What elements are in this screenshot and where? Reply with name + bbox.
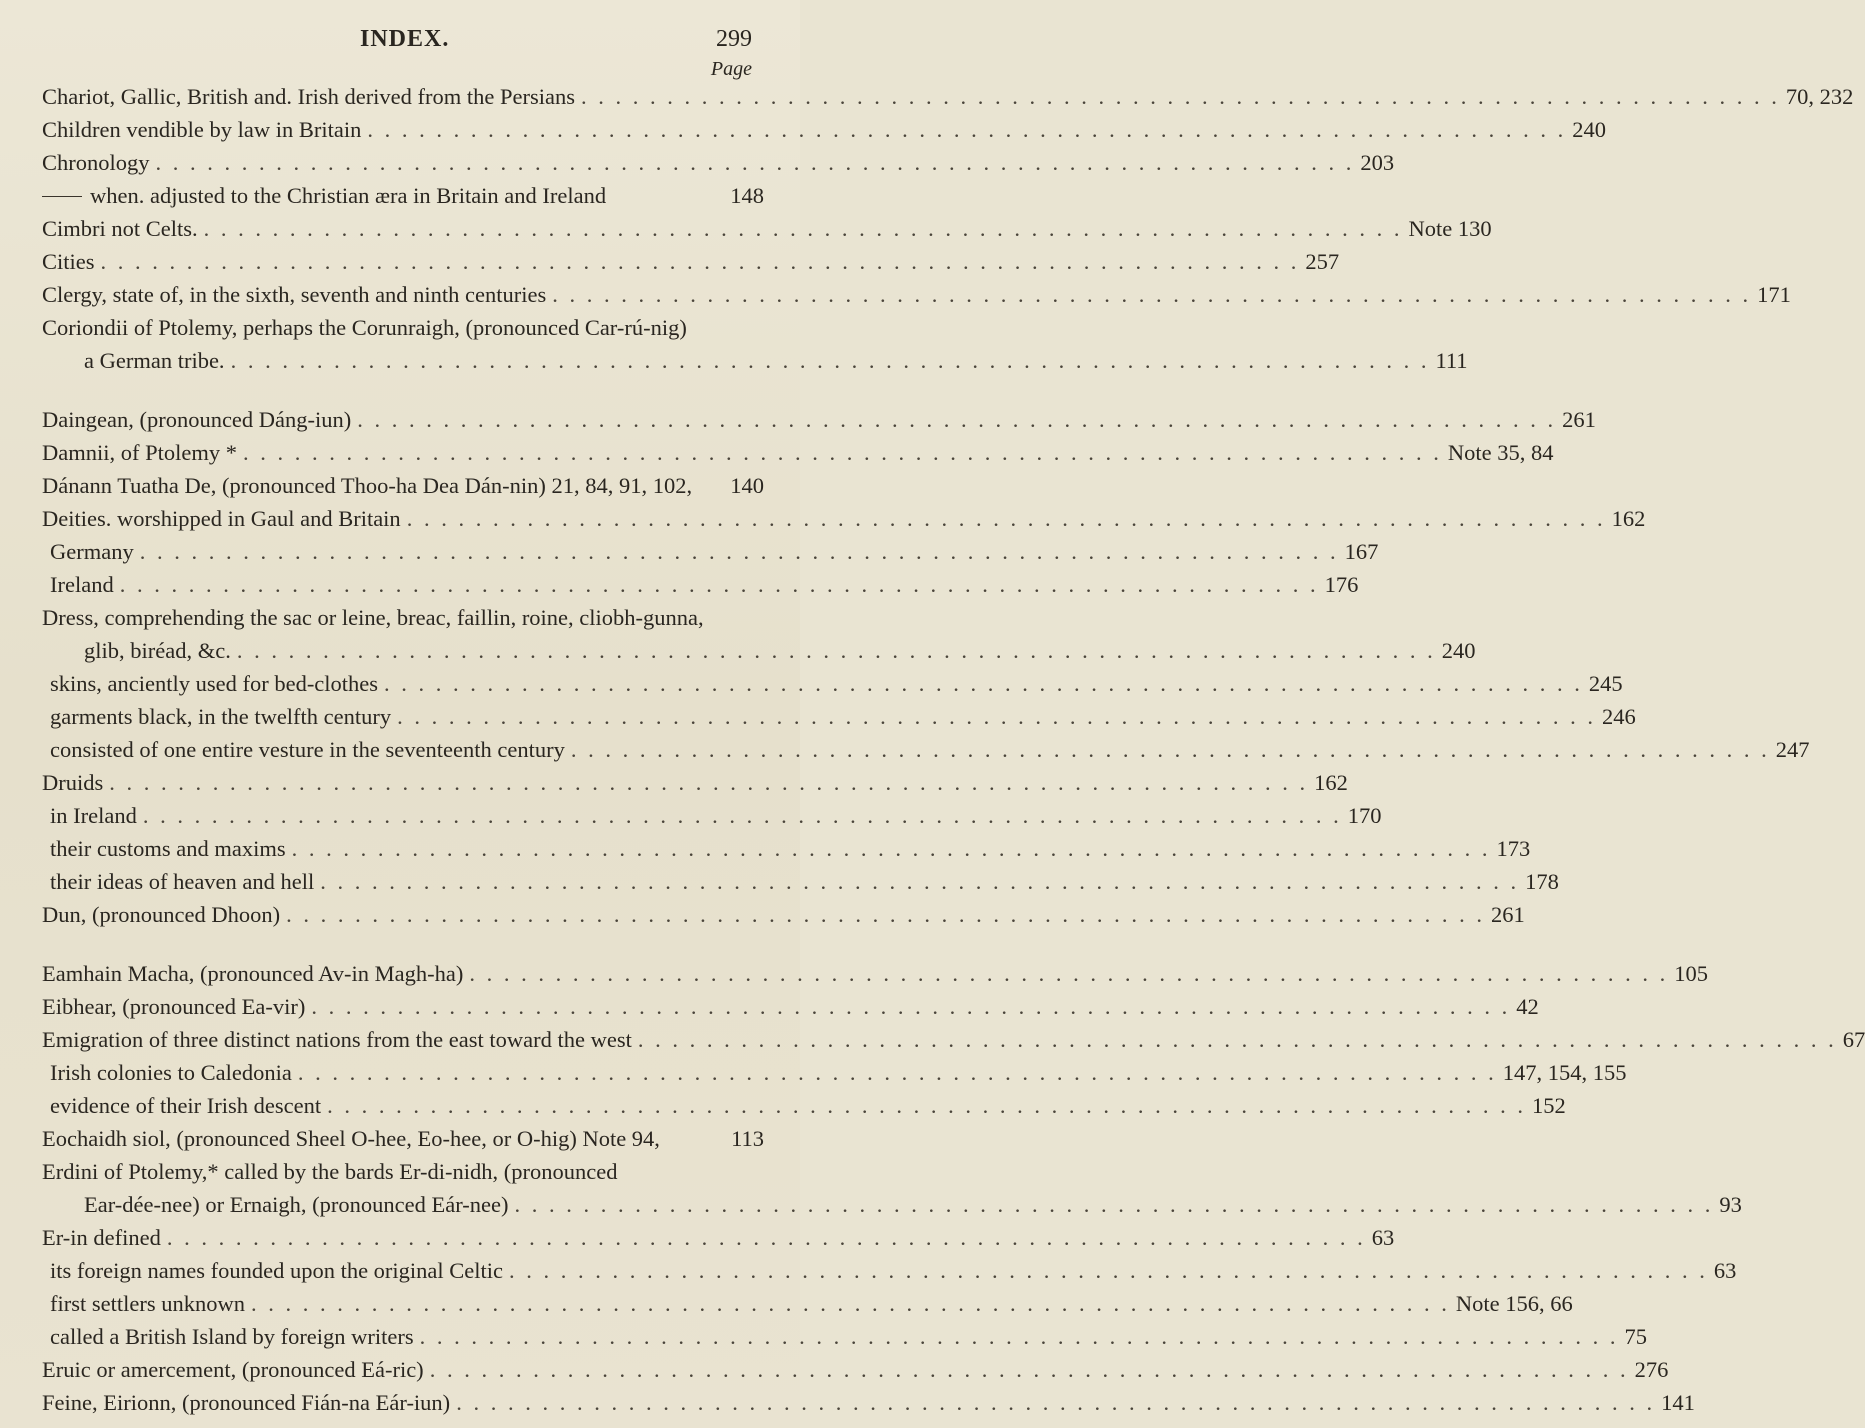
index-entry-text: Dun, (pronounced Dhoon) <box>42 902 281 927</box>
index-entry-text: Children vendible by law in Britain <box>42 117 362 142</box>
dot-leader <box>292 832 1491 865</box>
index-entry-text: Germany <box>50 539 134 564</box>
index-entry-pages: 63 <box>1371 1225 1395 1250</box>
index-entry-text: in Ireland <box>50 803 137 828</box>
index-entry-text: Druids <box>42 770 104 795</box>
index-entry <box>42 535 1379 568</box>
index-entry <box>42 1155 764 1188</box>
index-entry-pages: 152 <box>1532 1093 1566 1118</box>
index-letter-group <box>42 403 1810 931</box>
page-header <box>42 26 764 80</box>
dot-leader <box>109 766 1308 799</box>
index-entry <box>42 568 1359 601</box>
dot-leader <box>407 502 1606 535</box>
dot-leader <box>469 957 1668 990</box>
index-entry <box>42 667 1623 700</box>
index-entry-text: Dress, comprehending the sac or leine, breac, faillin, roine, cliobh-gunna, <box>42 605 704 630</box>
index-entry <box>42 700 1636 733</box>
index-entry <box>42 212 1492 245</box>
index-entry <box>42 179 764 212</box>
index-entry <box>42 113 1606 146</box>
index-entry-pages: 257 <box>1305 249 1340 274</box>
dot-leader <box>311 990 1510 1023</box>
index-entry-text: when. adjusted to the Christian æra in Britain and Ireland <box>90 183 607 208</box>
dot-leader <box>156 146 1355 179</box>
dot-leader <box>204 212 1403 245</box>
dot-leader <box>143 799 1342 832</box>
dot-leader <box>638 1023 1837 1056</box>
index-entry-pages: 246 <box>1602 704 1636 729</box>
index-entry-text: Irish colonies to Caledonia <box>50 1060 292 1085</box>
index-entry-pages: 93 <box>1719 1192 1742 1217</box>
index-entry-text: Emigration of three distinct nations from the east toward the west <box>42 1027 632 1052</box>
index-entry-pages: 261 <box>1562 407 1596 432</box>
index-entry <box>42 898 1525 931</box>
index-entry-pages: 171 <box>1757 282 1791 307</box>
running-title: INDEX. <box>360 26 450 52</box>
index-entry-pages: 261 <box>1490 902 1525 927</box>
index-entry-pages: Note 35, 84 <box>1447 440 1554 465</box>
index-entry-text: evidence of their Irish descent <box>50 1093 322 1118</box>
index-entry <box>42 502 1646 535</box>
index-entry-text: Eibhear, (pronounced Ea-vir) <box>42 994 306 1019</box>
dot-leader <box>430 1353 1629 1386</box>
index-entry-pages: 148 <box>730 183 764 208</box>
index-entry-text: Cimbri not Celts. <box>42 216 198 241</box>
index-entry <box>42 1122 764 1155</box>
index-entry <box>42 1188 1742 1221</box>
index-entry-pages: 240 <box>1441 638 1476 663</box>
dot-leader <box>384 667 1583 700</box>
index-entry-pages: 67 <box>1842 1027 1865 1052</box>
index-entry <box>42 1353 1669 1386</box>
index-entry <box>42 1023 1865 1056</box>
index-entry <box>42 469 764 502</box>
index-entry <box>42 799 1382 832</box>
dot-leader <box>298 1056 1497 1089</box>
index-entry-text: its foreign names founded upon the original Celtic <box>50 1258 504 1283</box>
index-entry-text: Dánann Tuatha De, (pronounced Thoo-ha Dea Dán-nin) 21, 84, 91, 102, <box>42 473 693 498</box>
page-number: 299 <box>716 26 752 52</box>
dot-leader <box>251 1287 1450 1320</box>
index-entry-pages: 111 <box>1435 348 1468 373</box>
index-entry-pages: 240 <box>1572 117 1606 142</box>
index-entry <box>42 733 1810 766</box>
index-entry <box>42 146 1395 179</box>
index-entries <box>42 80 1865 1419</box>
index-entry-text: called a British Island by foreign writers <box>50 1324 414 1349</box>
index-entry-pages: Note 156, 66 <box>1455 1291 1573 1316</box>
dot-leader <box>237 634 1436 667</box>
index-entry <box>42 344 1468 377</box>
index-entry-text: Er-in defined <box>42 1225 161 1250</box>
index-entry <box>42 1221 1395 1254</box>
dot-leader <box>571 733 1770 766</box>
index-entry-text: Ear-dée-nee) or Ernaigh, (pronounced Eár-nee) <box>84 1192 509 1217</box>
dot-leader <box>120 568 1319 601</box>
index-entry <box>42 601 764 634</box>
dot-leader <box>514 1188 1713 1221</box>
index-entry-pages: 140 <box>730 473 764 498</box>
index-entry-pages: 63 <box>1713 1258 1737 1283</box>
index-entry-text: Deities. worshipped in Gaul and Britain <box>42 506 401 531</box>
index-entry-pages: 75 <box>1624 1324 1648 1349</box>
index-entry-text: Eochaidh siol, (pronounced Sheel O-hee, Eo-hee, or O-hig) Note 94, <box>42 1126 660 1151</box>
index-entry-pages: 167 <box>1344 539 1379 564</box>
index-entry-text: Coriondii of Ptolemy, perhaps the Corunraigh, (pronounced Car-rú-nig) <box>42 315 687 340</box>
index-entry-pages: 203 <box>1360 150 1395 175</box>
dot-leader <box>167 1221 1366 1254</box>
index-entry-text: skins, anciently used for bed-clothes <box>50 671 379 696</box>
dot-leader <box>243 436 1442 469</box>
index-entry-text: Chronology <box>42 150 150 175</box>
index-entry <box>42 403 1596 436</box>
index-entry <box>42 1287 1573 1320</box>
index-entry <box>42 311 764 344</box>
index-entry-pages: 70, 232 <box>1785 84 1854 109</box>
index-entry-text: Eamhain Macha, (pronounced Av-in Magh-ha) <box>42 961 464 986</box>
index-entry <box>42 436 1554 469</box>
index-entry-pages: 178 <box>1525 869 1559 894</box>
index-entry <box>42 1254 1737 1287</box>
index-entry <box>42 245 1340 278</box>
index-entry-pages: 276 <box>1634 1357 1669 1382</box>
index-entry-pages: 42 <box>1516 994 1539 1019</box>
dot-leader <box>367 113 1566 146</box>
index-entry-pages: 173 <box>1496 836 1531 861</box>
index-entry-text: Chariot, Gallic, British and. Irish derived from the Persians <box>42 84 576 109</box>
index-entry-text: Daingean, (pronounced Dáng-iun) <box>42 407 352 432</box>
index-entry-text: a German tribe. <box>84 348 225 373</box>
index-letter-group <box>42 957 1865 1419</box>
index-entry <box>42 1386 1695 1419</box>
dot-leader <box>397 700 1596 733</box>
index-entry-pages: 113 <box>731 1126 764 1151</box>
index-entry-text: Eruic or amercement, (pronounced Eá-ric) <box>42 1357 424 1382</box>
index-entry-text: Damnii, of Ptolemy * <box>42 440 237 465</box>
index-entry-pages: 105 <box>1674 961 1708 986</box>
index-entry-pages: 147, 154, 155 <box>1502 1060 1627 1085</box>
dot-leader <box>320 865 1519 898</box>
dot-leader <box>581 80 1780 113</box>
index-entry-pages: 245 <box>1588 671 1623 696</box>
index-entry-pages: 141 <box>1661 1390 1695 1415</box>
index-entry-text: consisted of one entire vesture in the seventeenth century <box>50 737 565 762</box>
repeat-dash <box>42 196 82 197</box>
index-entry <box>42 832 1531 865</box>
dot-leader <box>456 1386 1655 1419</box>
dot-leader <box>140 535 1339 568</box>
index-entry-text: first settlers unknown <box>50 1291 245 1316</box>
dot-leader <box>231 344 1430 377</box>
dot-leader <box>101 245 1300 278</box>
index-entry <box>42 957 1708 990</box>
index-entry <box>42 865 1559 898</box>
index-entry-text: Clergy, state of, in the sixth, seventh and ninth centuries <box>42 282 547 307</box>
dot-leader <box>420 1320 1619 1353</box>
index-letter-group <box>42 80 1854 377</box>
index-entry <box>42 990 1539 1023</box>
index-entry-pages: 176 <box>1324 572 1359 597</box>
page-column-label: Page <box>710 58 752 80</box>
index-entry <box>42 278 1791 311</box>
dot-leader <box>327 1089 1526 1122</box>
index-entry-pages: 162 <box>1314 770 1348 795</box>
index-entry <box>42 1056 1627 1089</box>
index-entry <box>42 1089 1566 1122</box>
index-entry-pages: 162 <box>1611 506 1646 531</box>
index-entry <box>42 634 1476 667</box>
index-entry-text: Cities <box>42 249 95 274</box>
dot-leader <box>509 1254 1708 1287</box>
index-entry <box>42 80 1854 113</box>
index-entry-pages: 170 <box>1347 803 1382 828</box>
index-entry-text: Feine, Eirionn, (pronounced Fián-na Eár-iun) <box>42 1390 451 1415</box>
index-entry-text: Ireland <box>50 572 114 597</box>
index-entry-text: glib, biréad, &c. <box>84 638 231 663</box>
index-entry <box>42 1320 1648 1353</box>
index-entry-text: their ideas of heaven and hell <box>50 869 315 894</box>
index-entry-text: garments black, in the twelfth century <box>50 704 392 729</box>
index-entry-text: Erdini of Ptolemy,* called by the bards Er-di-nidh, (pronounced <box>42 1159 618 1184</box>
dot-leader <box>552 278 1751 311</box>
dot-leader <box>357 403 1556 436</box>
index-entry-pages: Note 130 <box>1408 216 1492 241</box>
dot-leader <box>286 898 1485 931</box>
index-entry <box>42 766 1348 799</box>
index-entry-pages: 247 <box>1775 737 1810 762</box>
index-entry-text: their customs and maxims <box>50 836 286 861</box>
